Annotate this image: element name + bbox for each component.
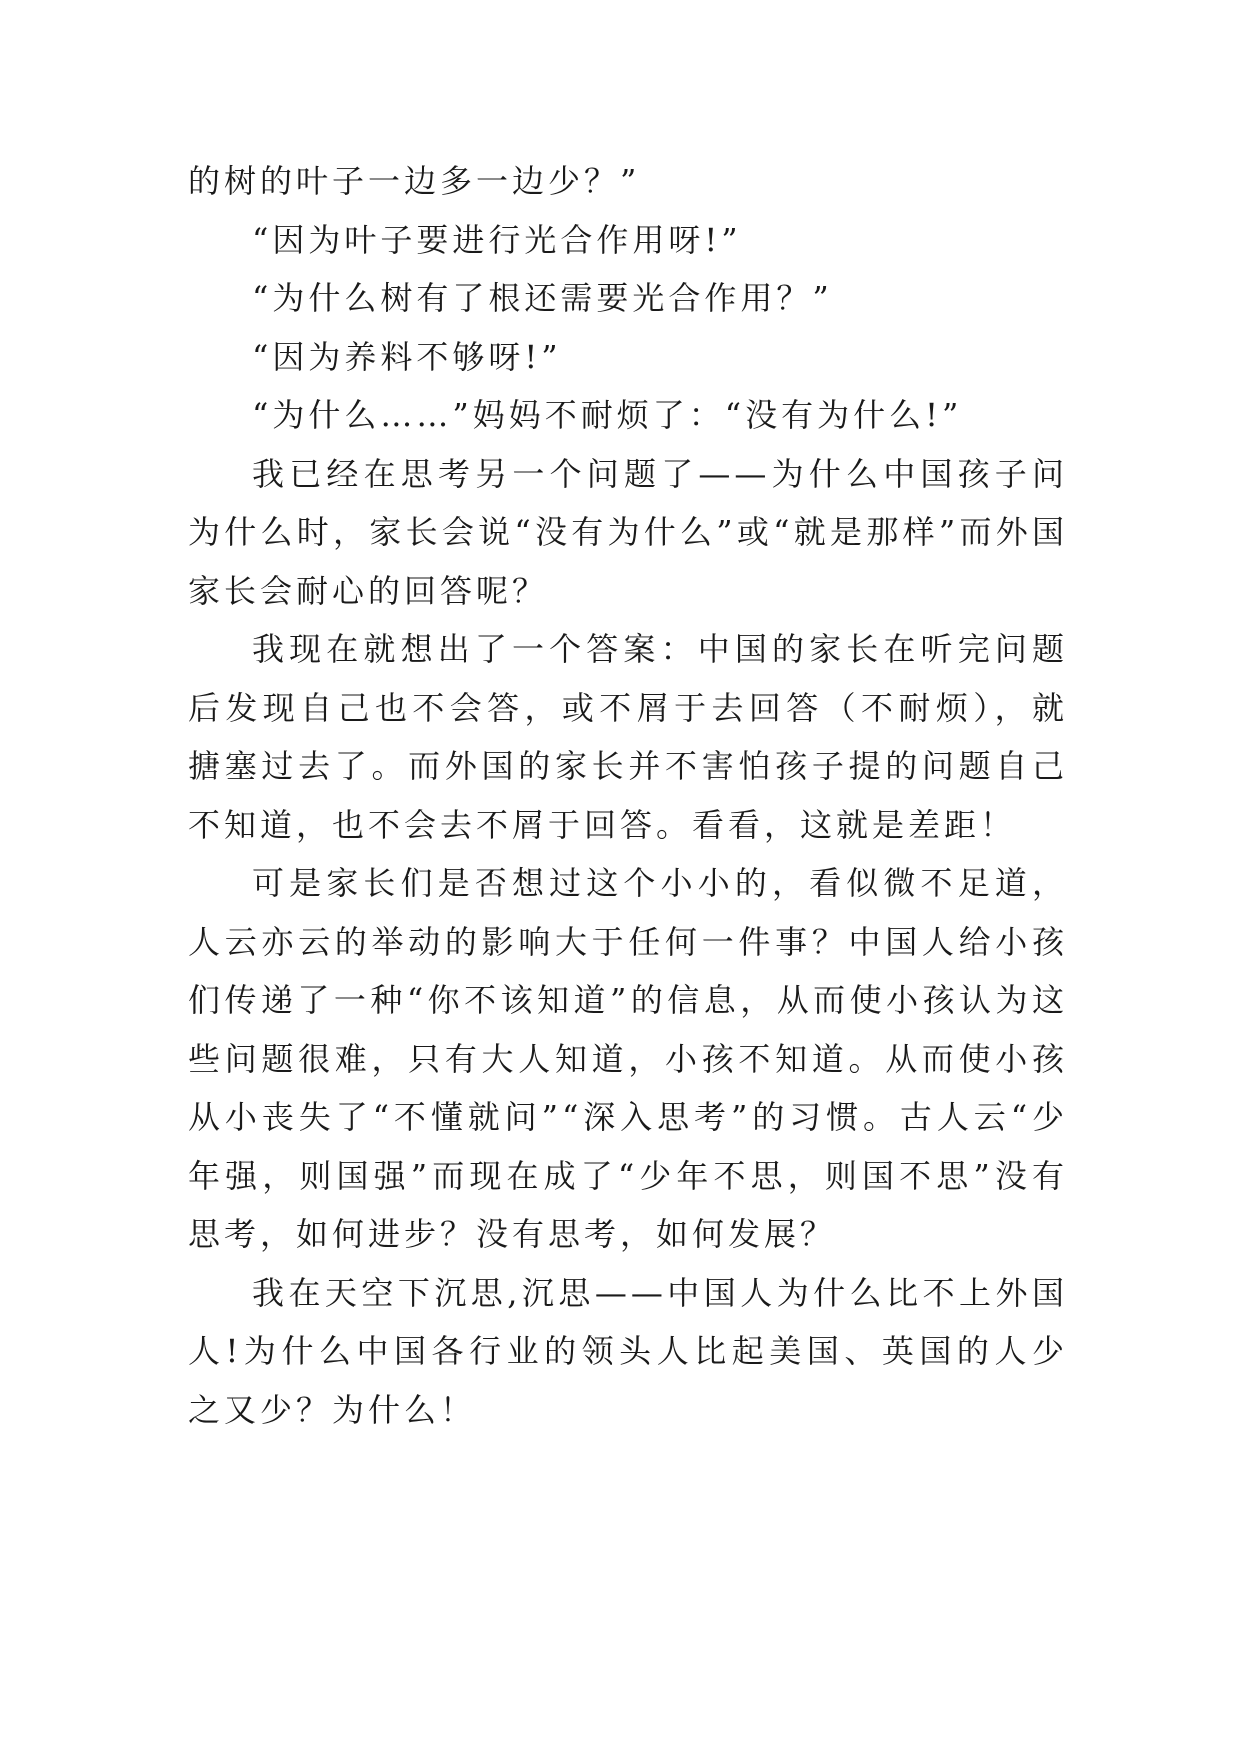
paragraph-1: 的树的叶子一边多一边少？” [188, 162, 641, 200]
paragraph-3: “为什么树有了根还需要光合作用？” [252, 279, 833, 317]
paragraph-7: 我现在就想出了一个答案：中国的家长在听完问题后发现自己也不会答，或不屑于去回答（不耐烦），就搪塞过去了。而外国的家长并不害怕孩子提的问题自己不知道，也不会去不屑于回答。看看，这就是差距！ [188, 630, 1068, 844]
paragraph-5: “为什么……”妈妈不耐烦了：“没有为什么!” [252, 396, 963, 434]
paragraph-9: 我在天空下沉思,沉思——中国人为什么比不上外国人!为什么中国各行业的领头人比起美国、英国的人少之又少？为什么！ [188, 1273, 1068, 1429]
paragraph-6: 我已经在思考另一个问题了——为什么中国孩子问为什么时，家长会说“没有为什么”或“就是那样”而外国家长会耐心的回答呢？ [188, 454, 1068, 610]
paragraph-2: “因为叶子要进行光合作用呀!” [252, 220, 742, 259]
document-body [188, 152, 1068, 1439]
paragraph-8: 可是家长们是否想过这个小小的，看似微不足道，人云亦云的举动的影响大于任何一件事？中国人给小孩们传递了一种“你不该知道”的信息，从而使小孩认为这些问题很难，只有大人知道，小孩不知道。从而使小孩从小丧失了“不懂就问”“深入思考”的习惯。古人云“少年强，则国强”而现在成了“少年不思，则国不思”没有思考，如何进步？没有思考，如何发展？ [188, 864, 1068, 1253]
paragraph-4: “因为养料不够呀!” [252, 337, 562, 376]
